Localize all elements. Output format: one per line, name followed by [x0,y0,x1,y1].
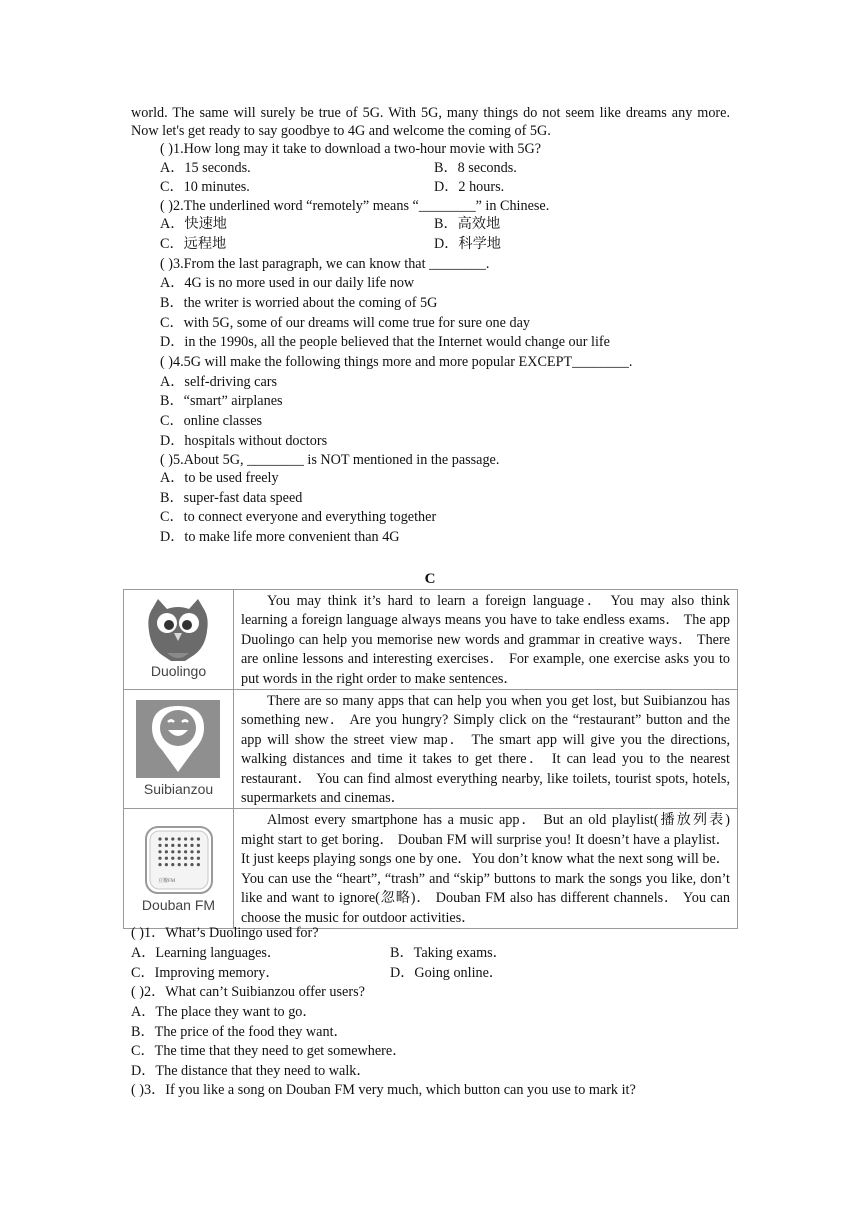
question-b2-option-a: A．快速地 [160,216,227,232]
intro-paragraph: world. The same will surely be true of 5G. With 5G, many things do not seem like dreams any more. Now let's get ready to say goodbye to 4G and welcome the coming of 5G. [131,105,730,139]
speaker-dot [197,844,200,847]
question-b3-option-a: A．4G is no more used in our daily life now [160,275,415,291]
speaker-dot [197,863,200,866]
table-row [124,590,738,690]
question-b3-option-d: D．in the 1990s, all the people believed that the Internet would change our life [160,334,610,350]
question-b2-stem: ( )2.The underlined word “remotely” means “________” in Chinese. [160,198,550,214]
speaker-dot [165,857,168,860]
duolingo-logo-cell [124,590,234,690]
owl-icon [143,597,213,663]
question-c1-option-a: A．Learning languages． [131,945,282,961]
question-c2-option-c: C．The time that they need to get somewhere． [131,1043,407,1059]
question-b1-stem: ( )1.How long may it take to download a two-hour movie with 5G? [160,141,542,157]
duolingo-description: You may think it’s hard to learn a foreign language． You may also think learning a foreign language always means you have to take endless exams． The app Duolingo can help you memorise new words and grammar in creative ways． There are online lessons and interesting exercises． For example, one exercise asks you to put words in the right order to make sentences． [234,590,738,690]
speaker-dot [190,851,193,854]
question-c2-option-a: A．The place they want to go． [131,1004,317,1020]
speaker-dot [165,851,168,854]
speaker-dot [184,851,187,854]
apps-table [123,589,738,929]
question-b3-stem: ( )3.From the last paragraph, we can know that ________. [160,256,490,272]
question-b4-stem: ( )4.5G will make the following things more and more popular EXCEPT________. [160,354,633,370]
question-b2-option-b: B．高效地 [434,216,501,232]
speaker-dot [158,838,161,841]
speaker-dot [171,838,174,841]
speaker-dot [184,844,187,847]
smiley-map-pin-icon [148,702,208,774]
table-row [124,809,738,928]
suibianzou-description: There are so many apps that can help you when you get lost, but Suibianzou has something new． Are you hungry? Simply click on the “restaurant” button and the app will show the street view map． The smart app will give you the directions, walking distances and time it takes to get there． It can lead you to the nearest restaurant． You can find almost everything nearby, like toilets, tourist spots, hotels, supermarkets and cinemas． [234,690,738,809]
question-c1-option-c: C．Improving memory． [131,965,280,981]
question-b1-option-d: D．2 hours. [434,179,505,195]
radio-speaker-icon [144,825,214,895]
app-name-suibianzou: Suibianzou [143,781,214,798]
speaker-dot [158,851,161,854]
douban-icon-caption: 豆瓣FM [158,879,176,885]
speaker-dot [190,857,193,860]
speaker-dot [165,863,168,866]
question-c1-stem: ( )1．What’s Duolingo used for? [131,925,319,941]
question-c2-option-d: D．The distance that they need to walk． [131,1063,371,1079]
question-b4-option-d: D．hospitals without doctors [160,433,328,449]
speaker-dot [190,863,193,866]
question-b4-option-a: A．self-driving cars [160,374,278,390]
speaker-dot [184,838,187,841]
question-b1-option-a: A．15 seconds. [160,160,251,176]
question-b1-option-c: C．10 minutes. [160,179,250,195]
speaker-dot [171,857,174,860]
doubanfm-description: Almost every smartphone has a music app． But an old playlist(播放列表) might start to get boring． Douban FM will surprise you! It doesn’t have a playlist．It just keeps playing songs one by one．You don’t know what the next song will be． You can use the “heart”, “trash” and “skip” buttons to mark the songs you like, don’t like and want to ignore(忽略)． Douban FM also has different channels． You can choose the music for outdoor activities． [234,809,738,928]
speaker-dot [165,838,168,841]
question-b3-option-c: C．with 5G, some of our dreams will come true for sure one day [160,315,530,331]
speaker-dot [158,863,161,866]
speaker-dot [178,863,181,866]
question-b5-option-c: C．to connect everyone and everything together [160,509,437,525]
question-b2-option-d: D．科学地 [434,236,501,252]
speaker-dot [158,844,161,847]
speaker-dot [171,863,174,866]
suibianzou-logo-cell [124,690,234,809]
table-row [124,690,738,809]
question-c1-option-d: D．Going online． [390,965,504,981]
section-title: C [424,571,436,587]
question-c1-option-b: B．Taking exams． [390,945,507,961]
question-b5-option-d: D．to make life more convenient than 4G [160,529,400,545]
speaker-dot [197,838,200,841]
speaker-dot [184,863,187,866]
app-name-duolingo: Duolingo [150,663,207,679]
speaker-dot [171,851,174,854]
speaker-dot [190,838,193,841]
doubanfm-logo-cell [124,809,234,928]
question-c2-option-b: B．The price of the food they want． [131,1024,348,1040]
question-b5-option-b: B．super-fast data speed [160,490,303,506]
question-c2-stem: ( )2．What can’t Suibianzou offer users? [131,984,365,1000]
speaker-dot [171,844,174,847]
speaker-dot [190,844,193,847]
question-b5-option-a: A．to be used freely [160,470,279,486]
speaker-dot [184,857,187,860]
question-c3-stem: ( )3．If you like a song on Douban FM very much, which button can you use to mark it? [131,1082,636,1098]
question-b2-option-c: C．远程地 [160,236,227,252]
speaker-dot [178,838,181,841]
speaker-dot [178,851,181,854]
speaker-dot [178,857,181,860]
question-b5-stem: ( )5.About 5G, ________ is NOT mentioned in the passage. [160,452,500,468]
speaker-dot [158,857,161,860]
speaker-dot [197,851,200,854]
speaker-dot [165,844,168,847]
speaker-dot [178,844,181,847]
question-b4-option-b: B．“smart” airplanes [160,393,283,409]
question-b1-option-b: B．8 seconds. [434,160,517,176]
question-b3-option-b: B．the writer is worried about the coming of 5G [160,295,438,311]
app-name-doubanfm: Douban FM [141,897,216,914]
speaker-dot [197,857,200,860]
question-b4-option-c: C．online classes [160,413,263,429]
